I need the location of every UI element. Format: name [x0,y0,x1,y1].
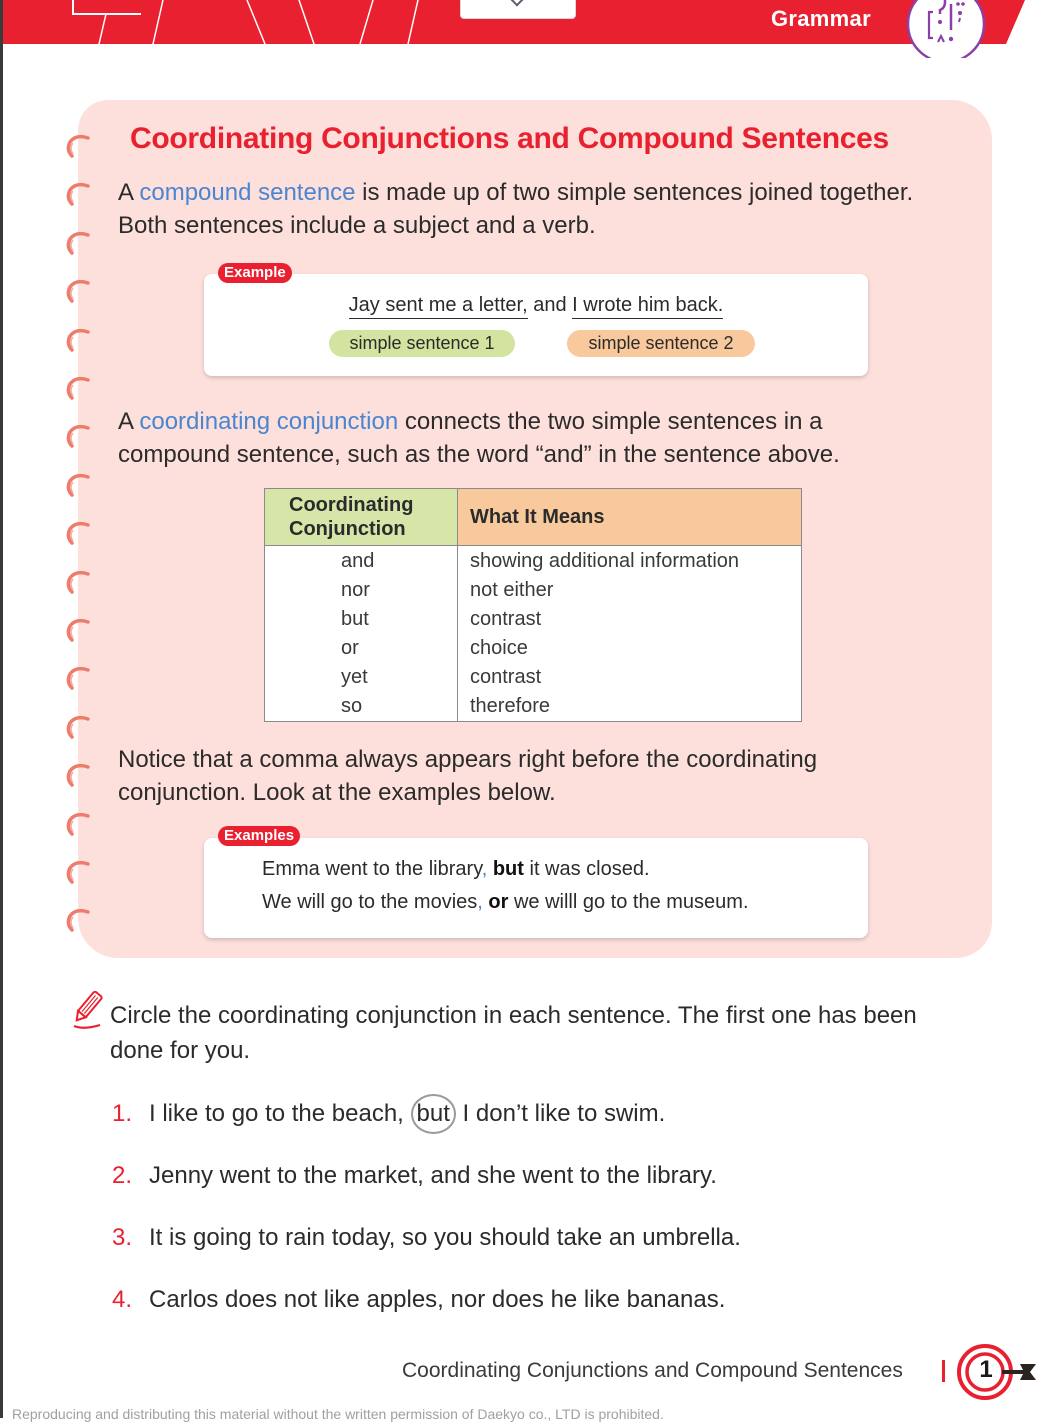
spiral-ring-icon [64,713,92,741]
item-text[interactable]: Jenny went to the market, and she went to the library. [149,1162,717,1189]
meaning-cell: contrast [470,666,542,688]
label-simple-sentence-1: simple sentence 1 [329,330,515,357]
example-conjunction: or [488,891,509,913]
example-comma: , [481,858,488,880]
term-compound-sentence: compound sentence [139,179,356,206]
lesson-title: Coordinating Conjunctions and Compound Sentences [130,122,889,155]
item-text[interactable]: Carlos does not like apples, nor does he like bananas. [149,1286,726,1313]
footer-divider [942,1360,945,1382]
spiral-ring-icon [64,519,92,547]
term-coordinating-conjunction: coordinating conjunction [139,408,399,435]
item-text[interactable]: It is going to rain today, so you should take an umbrella. [149,1224,741,1251]
simple-sentence-1: Jay sent me a letter, [349,294,528,319]
intro-suffix: is made up of two simple sentences joined together. Both sentences include a subject and a verb. [118,179,914,239]
page-number: 1 [979,1356,993,1383]
example-before: We will go to the movies [262,891,478,913]
spiral-ring-icon [64,568,92,596]
example-sentence [204,294,868,317]
punctuation-marks-icon [903,0,989,58]
exercise-item-2[interactable] [112,1162,717,1190]
intro-prefix: A [118,179,140,206]
table-row [265,663,802,692]
item-number: 1. [112,1100,133,1127]
spiral-ring-icon [64,471,92,499]
exercise-item-4[interactable] [112,1286,725,1314]
exercise-instruction: Circle the coordinating conjunction in each sentence. The first one has been done for you. [110,1002,917,1064]
chevron-down-icon [509,0,526,6]
spiral-ring-icon [64,664,92,692]
example-line [262,886,749,919]
table-row [265,546,802,577]
example-box [204,274,868,376]
conjunction-cell: and [265,546,458,577]
example-conjunction: but [492,858,524,880]
meaning-cell: choice [470,637,528,659]
meaning-cell: not either [470,579,554,601]
item-text-before: I like to go to the beach, [149,1100,411,1127]
section-label: Grammar [771,6,871,31]
examples-box [204,838,868,938]
spiral-ring-icon [64,326,92,354]
spiral-ring-icon [64,422,92,450]
def-suffix: connects the two simple sentences in a compound sentence, such as the word “and” in the sentence above. [118,408,840,468]
conjunction-cell: or [265,634,458,663]
item-number: 2. [112,1162,133,1189]
comma-notice: Notice that a comma always appears right before the coordinating conjunction. Look at the examples below. [118,746,818,806]
spiral-ring-icon [64,180,92,208]
spiral-ring-icon [64,374,92,402]
spiral-ring-icon [64,277,92,305]
example-after: we willl go to the museum. [508,891,749,913]
copyright-notice: Reproducing and distributing this material without the written permission of Daekyo co., LTD is prohibited. [12,1406,664,1422]
item-text-after: I don’t like to swim. [455,1100,666,1127]
conjunction-cell: yet [265,663,458,692]
page-dropdown-toggle[interactable] [460,0,576,19]
circled-answer[interactable]: but [411,1094,456,1134]
item-number: 4. [112,1286,133,1313]
meaning-cell: therefore [470,695,551,717]
exercise-item-3[interactable] [112,1224,741,1252]
example-comma: , [477,891,483,913]
table-row [265,605,802,634]
spiral-ring-icon [64,229,92,257]
label-simple-sentence-2: simple sentence 2 [567,330,755,357]
spiral-ring-icon [64,810,92,838]
meaning-cell: showing additional information [470,550,740,572]
conjunction-cell: but [265,605,458,634]
pencil-icon [70,990,104,1030]
spiral-ring-icon [64,616,92,644]
compound-sentence-definition [118,176,918,242]
example-before: Emma went to the library [262,858,482,880]
table-row [265,692,802,722]
header-coordinating-conjunction: Coordinating Conjunction [265,489,458,546]
conjunction-table [264,488,802,722]
def-prefix: A [118,408,140,435]
examples-list [262,853,749,919]
example-after: it was closed. [523,858,650,880]
spiral-ring-icon [64,858,92,886]
example-line [262,853,749,886]
coordinating-conjunction-definition [118,405,918,471]
table-row [265,634,802,663]
spiral-ring-icon [64,906,92,934]
example-connector: and [527,294,573,316]
exercise-item-1 [112,1100,665,1128]
conjunction-cell: nor [265,576,458,605]
window-left-edge [0,0,3,1418]
meaning-cell: contrast [470,608,542,630]
examples-tag: Examples [218,826,300,846]
conjunction-cell: so [265,692,458,722]
item-number: 3. [112,1224,133,1251]
example-tag: Example [218,263,292,283]
header-what-it-means: What It Means [458,489,802,546]
spiral-ring-icon [64,132,92,160]
table-row [265,576,802,605]
spiral-ring-icon [64,761,92,789]
footer-title: Coordinating Conjunctions and Compound Sentences [402,1359,903,1382]
simple-sentence-2: I wrote him back. [572,294,723,319]
